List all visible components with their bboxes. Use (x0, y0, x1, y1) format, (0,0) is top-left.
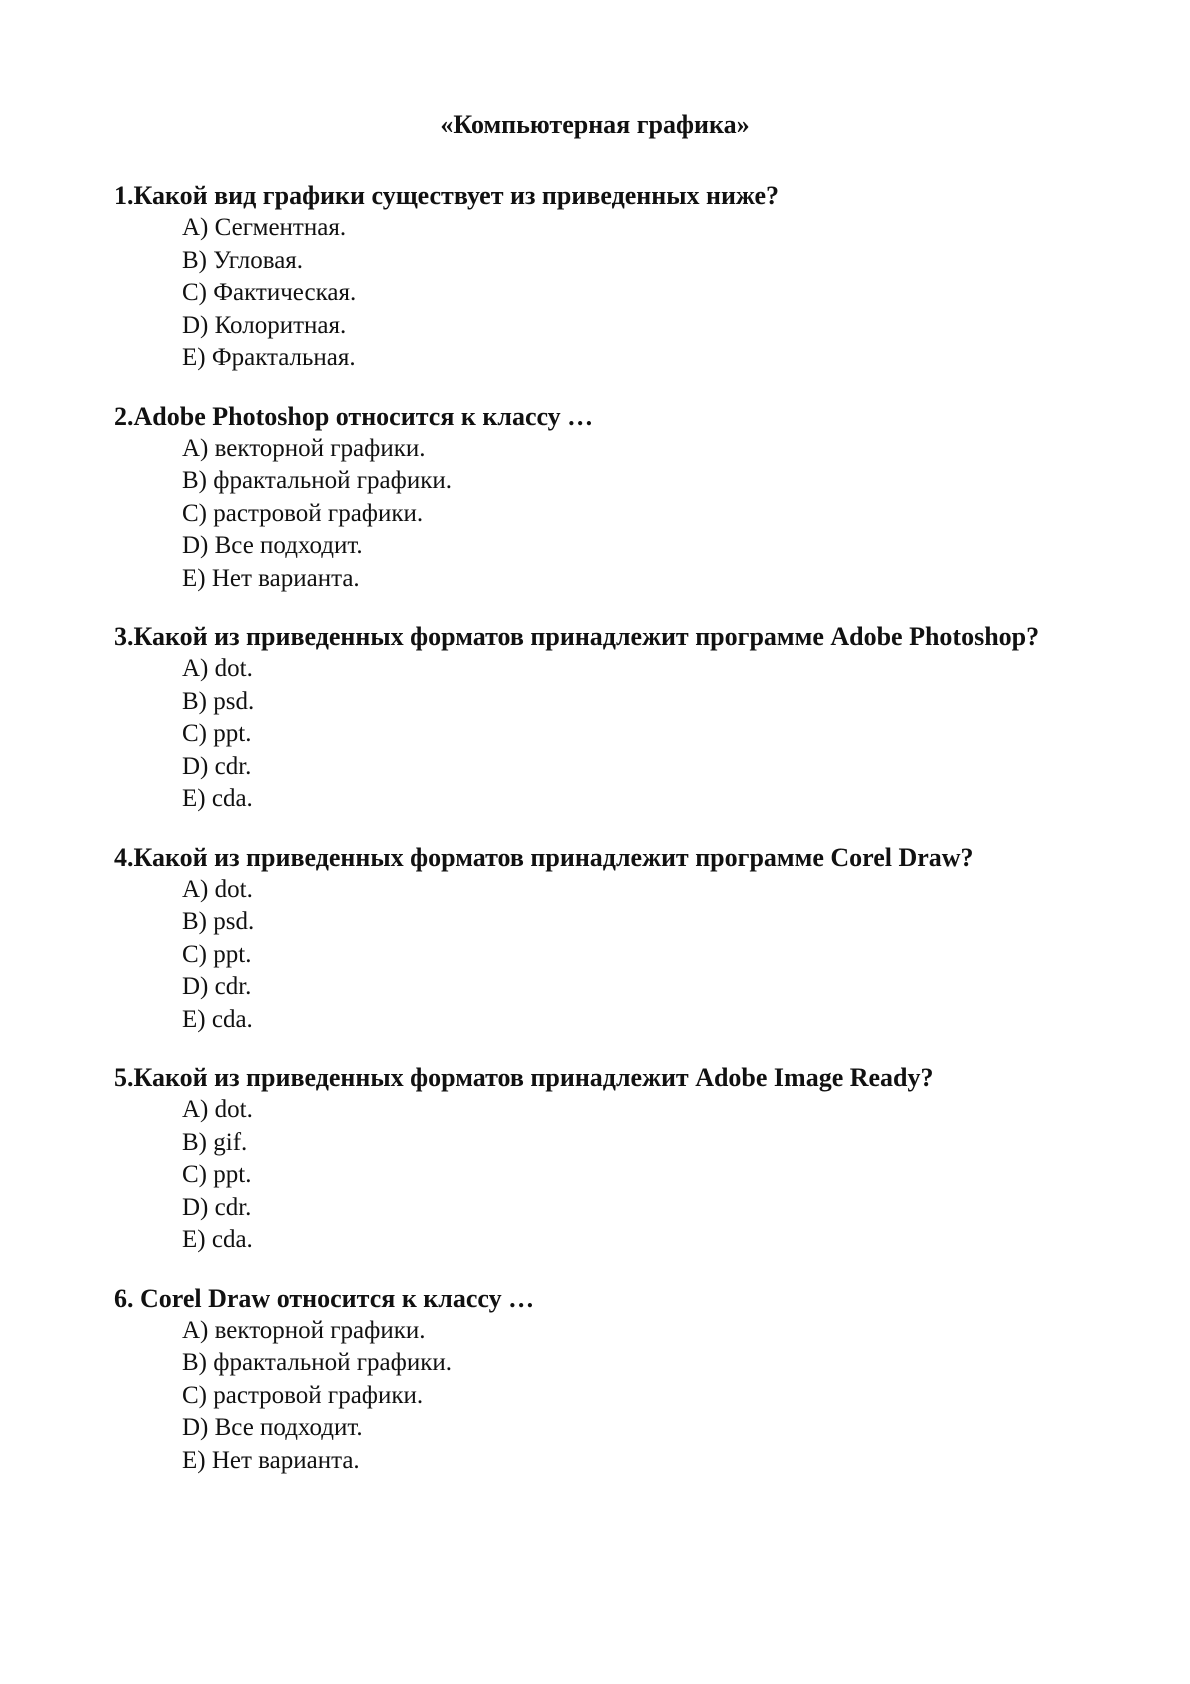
answer-options (114, 874, 1074, 1037)
answer-option-c: C) растровой графики. (182, 499, 424, 527)
answer-option-d: D) cdr. (182, 752, 252, 780)
answer-option-e: E) Нет варианта. (182, 1446, 360, 1474)
question-3 (114, 621, 1074, 816)
document-title: «Компьютерная графика» (440, 110, 750, 139)
answer-option-c: C) ppt. (182, 940, 252, 968)
question-1 (114, 180, 1074, 375)
question-text: 4.Какой из приведенных форматов принадлежит программе Corel Draw? (114, 842, 974, 872)
answer-option-b: B) Угловая. (182, 246, 304, 274)
question-text: 3.Какой из приведенных форматов принадлежит программе Adobe Photoshop? (114, 622, 1040, 651)
answer-option-a: A) векторной графики. (182, 1316, 426, 1344)
answer-options (114, 1315, 1074, 1478)
answer-option-a: A) dot. (182, 1096, 253, 1123)
answer-option-d: D) cdr. (182, 1193, 252, 1221)
answer-options (114, 212, 1074, 375)
answer-option-a: A) Сегментная. (182, 214, 347, 241)
answer-option-b: B) фрактальной графики. (182, 467, 452, 494)
answer-option-a: A) dot. (182, 655, 253, 682)
question-text: 1.Какой вид графики существует из приведенных ниже? (114, 181, 780, 210)
question-text: 5.Какой из приведенных форматов принадлежит Adobe Image Ready? (114, 1063, 934, 1092)
answer-option-a: A) dot. (182, 875, 253, 903)
answer-option-c: C) растровой графики. (182, 1381, 424, 1409)
answer-option-a: A) векторной графики. (182, 434, 426, 462)
answer-options (114, 653, 1074, 816)
answer-option-e: E) cda. (182, 785, 253, 812)
answer-option-e: E) Фрактальная. (182, 344, 356, 371)
answer-option-c: C) Фактическая. (182, 279, 357, 306)
answer-option-e: E) cda. (182, 1005, 253, 1033)
answer-option-b: B) gif. (182, 1128, 248, 1156)
answer-option-e: E) Нет варианта. (182, 564, 360, 592)
answer-option-c: C) ppt. (182, 1161, 252, 1188)
answer-option-d: D) Колоритная. (182, 311, 347, 339)
answer-option-b: B) psd. (182, 687, 255, 715)
quiz (114, 180, 1074, 1503)
answer-option-c: C) ppt. (182, 720, 252, 747)
question-text: 6. Corel Draw относится к классу … (114, 1283, 535, 1313)
question-4 (114, 842, 1074, 1037)
answer-options (114, 433, 1074, 596)
answer-option-b: B) фрактальной графики. (182, 1349, 452, 1376)
answer-option-d: D) Все подходит. (182, 1414, 363, 1441)
question-2 (114, 401, 1074, 596)
answer-option-d: D) cdr. (182, 973, 252, 1000)
answer-option-b: B) psd. (182, 908, 255, 935)
answer-options (114, 1094, 1074, 1257)
question-text: 2.Adobe Photoshop относится к классу … (114, 401, 594, 431)
question-5 (114, 1062, 1074, 1257)
question-6 (114, 1283, 1074, 1478)
answer-option-d: D) Все подходит. (182, 532, 363, 559)
answer-option-e: E) cda. (182, 1226, 253, 1253)
